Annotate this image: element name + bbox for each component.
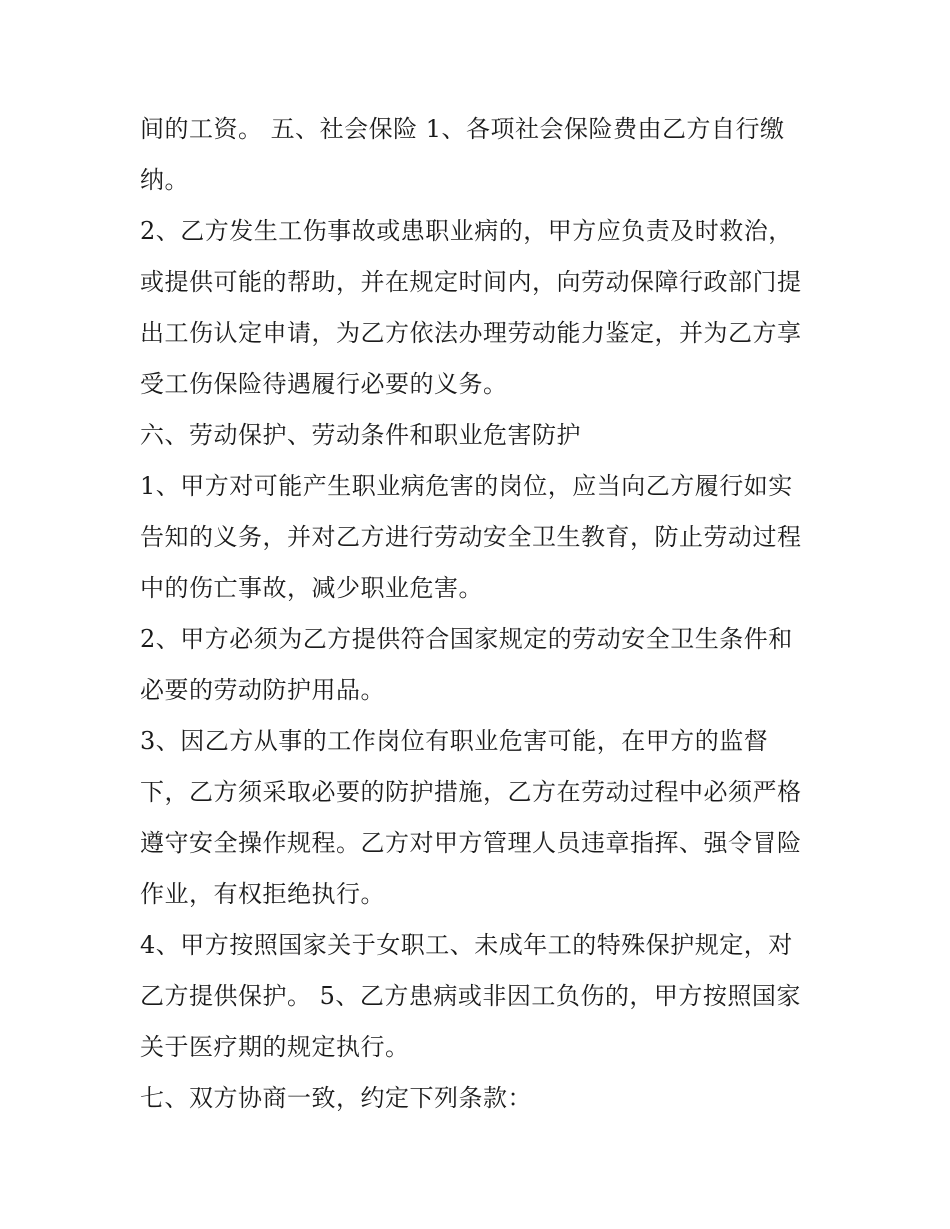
text-line: 下，乙方须采取必要的防护措施，乙方在劳动过程中必须严格 [140, 778, 802, 806]
text-line: 必要的劳动防护用品。 [140, 676, 385, 704]
text-line: 乙方提供保护。 5、乙方患病或非因工负伤的，甲方按照国家 [140, 982, 801, 1010]
text-line: 间的工资。 五、社会保险 1、各项社会保险费由乙方自行缴 [140, 115, 785, 143]
text-line: 中的伤亡事故，减少职业危害。 [140, 574, 483, 602]
text-line: 2、乙方发生工伤事故或患职业病的，甲方应负责及时救治， [140, 217, 793, 245]
text-line: 4、甲方按照国家关于女职工、未成年工的特殊保护规定，对 [140, 931, 793, 959]
section-heading: 七、双方协商一致，约定下列条款： [140, 1084, 532, 1112]
text-line: 1、甲方对可能产生职业病危害的岗位，应当向乙方履行如实 [140, 472, 793, 500]
text-line: 2、甲方必须为乙方提供符合国家规定的劳动安全卫生条件和 [140, 625, 793, 653]
text-line: 关于医疗期的规定执行。 [140, 1033, 410, 1061]
text-line: 作业，有权拒绝执行。 [140, 880, 385, 908]
text-line: 纳。 [140, 166, 189, 194]
text-line: 受工伤保险待遇履行必要的义务。 [140, 370, 508, 398]
section-heading: 六、劳动保护、劳动条件和职业危害防护 [140, 421, 581, 449]
text-line: 或提供可能的帮助，并在规定时间内，向劳动保障行政部门提 [140, 268, 802, 296]
text-line: 遵守安全操作规程。乙方对甲方管理人员违章指挥、强令冒险 [140, 829, 802, 857]
document-body [140, 104, 830, 1124]
text-line: 3、因乙方从事的工作岗位有职业危害可能，在甲方的监督 [140, 727, 769, 755]
text-line: 告知的义务，并对乙方进行劳动安全卫生教育，防止劳动过程 [140, 523, 802, 551]
text-line: 出工伤认定申请，为乙方依法办理劳动能力鉴定，并为乙方享 [140, 319, 802, 347]
